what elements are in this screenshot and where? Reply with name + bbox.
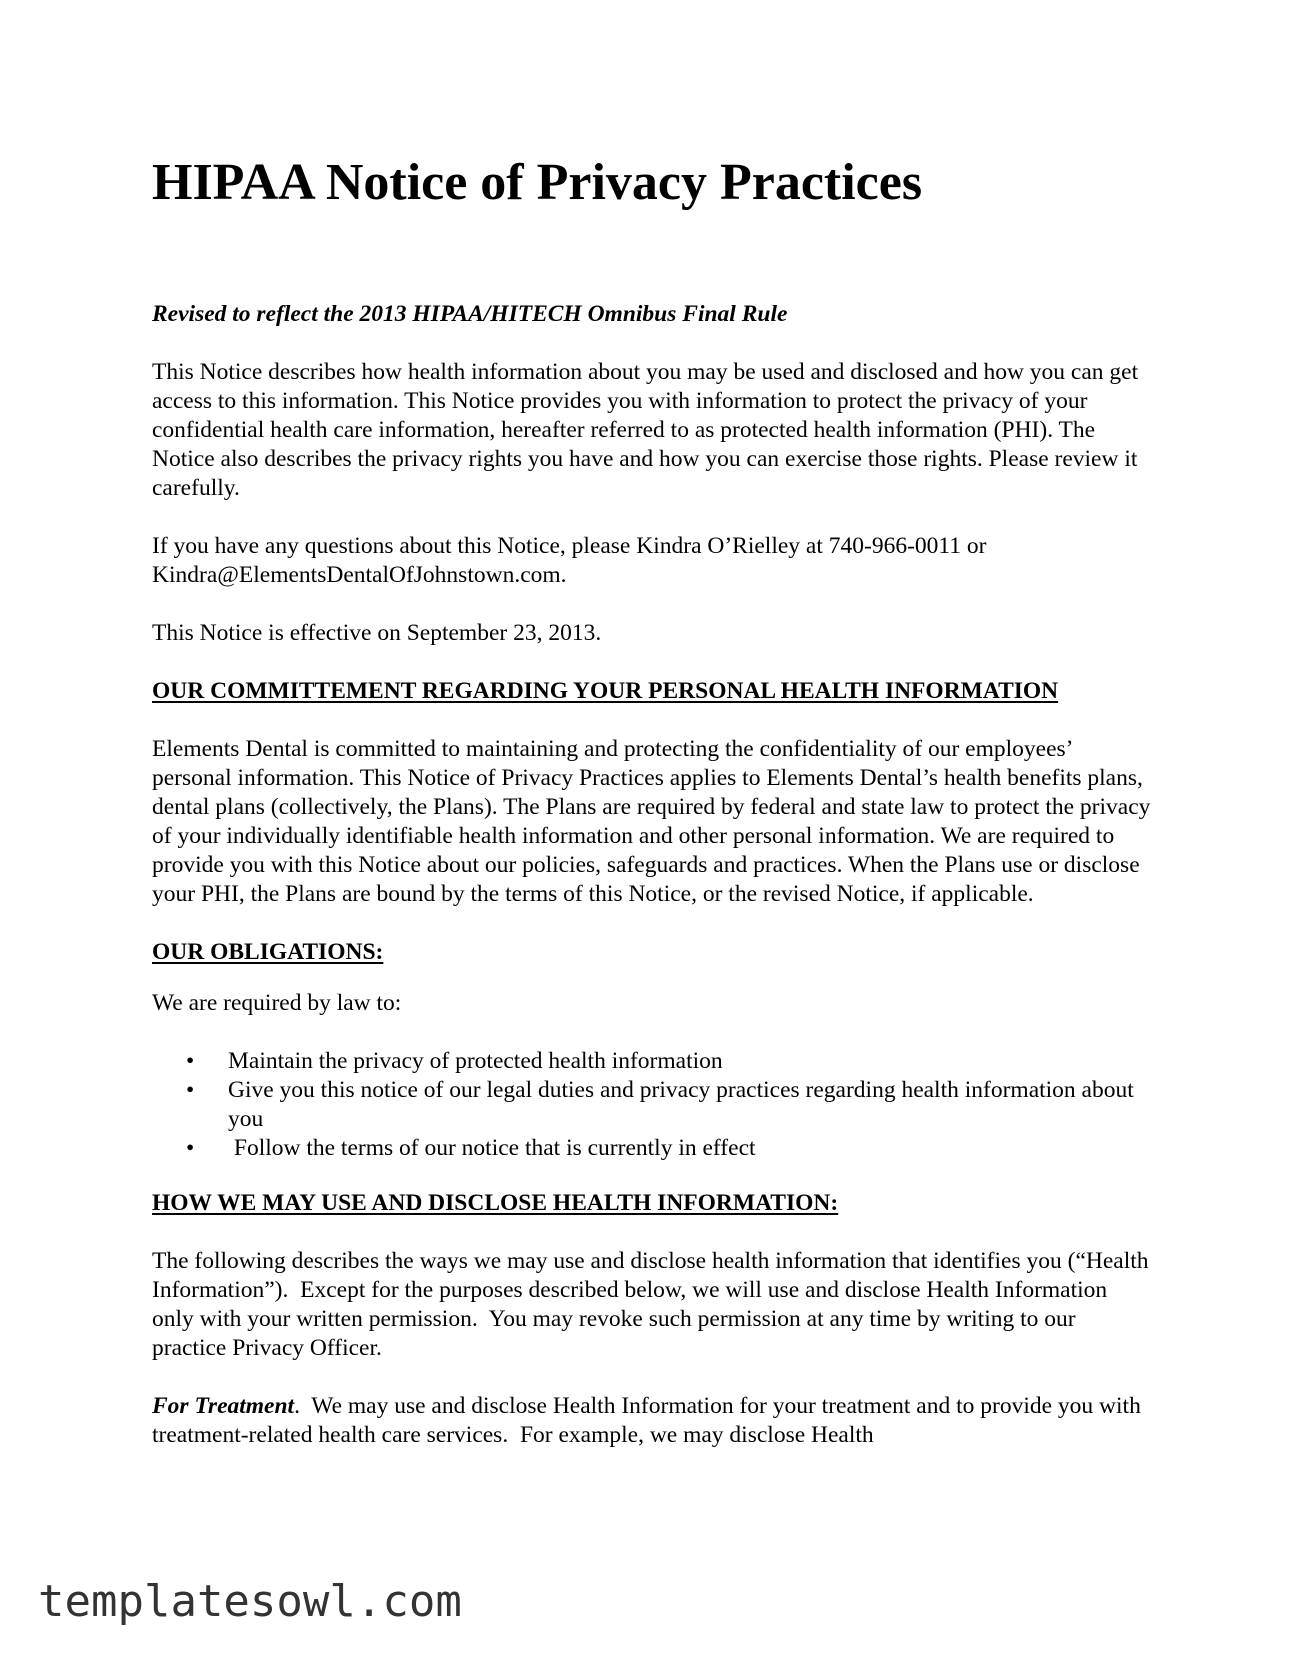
list-item (152, 1076, 1152, 1134)
list-item-text: Follow the terms of our notice that is currently in effect (228, 1135, 756, 1161)
document-title: HIPAA Notice of Privacy Practices (152, 154, 923, 211)
commitment-paragraph: Elements Dental is committed to maintaining and protecting the confidentiality of our employees’ personal information. This Notice of Privacy Practices applies to Elements Dental’s health benefits plans, dental plans (collectively, the Plans). The Plans are required by federal and state law to protect the privacy of your individually identifiable health information and other personal information. We are required to provide you with this Notice about our policies, safeguards and practices. When the Plans use or disclose your PHI, the Plans are bound by the terms of this Notice, or the revised Notice, if applicable. (152, 736, 1151, 907)
list-item-text: Maintain the privacy of protected health information (228, 1048, 723, 1074)
intro-paragraph: This Notice describes how health information about you may be used and disclosed and how you can get access to this information. This Notice provides you with information to protect the privacy of your confidential health care information, hereafter referred to as protected health information (PHI). The Notice also describes the privacy rights you have and how you can exercise those rights. Please review it carefully. (152, 359, 1139, 501)
bullet-icon: • (186, 1048, 195, 1074)
obligations-intro: We are required by law to: (152, 990, 402, 1016)
uses-heading: HOW WE MAY USE AND DISCLOSE HEALTH INFORMATION: (152, 1190, 839, 1216)
bullet-icon: • (186, 1135, 195, 1161)
treatment-text: . We may use and disclose Health Information for your treatment and to provide you with treatment-related health care services. For example, we may disclose Health (152, 1393, 1147, 1448)
document-body (152, 300, 1155, 1479)
bullet-icon: • (186, 1077, 195, 1103)
uses-paragraph: The following describes the ways we may use and disclose health information that identifies you (“Health Information”). Except for the purposes described below, we will use and disclose Health Information only with your written permission. You may revoke such permission at any time by writing to our practice Privacy Officer. (152, 1248, 1155, 1361)
obligations-heading: OUR OBLIGATIONS: (152, 939, 384, 965)
list-item (152, 1047, 1152, 1076)
watermark: templatesowl.com (38, 1576, 462, 1627)
obligations-list (152, 1047, 1152, 1163)
contact-paragraph: If you have any questions about this Notice, please Kindra O’Rielley at 740-966-0011 or Kindra@ElementsDentalOfJohnstown.com. (152, 533, 987, 588)
document-subtitle: Revised to reflect the 2013 HIPAA/HITECH Omnibus Final Rule (152, 301, 788, 327)
list-item (152, 1134, 1152, 1163)
list-item-text: Give you this notice of our legal duties and privacy practices regarding health information about you (228, 1077, 1134, 1132)
commitment-heading: OUR COMMITTEMENT REGARDING YOUR PERSONAL HEALTH INFORMATION (152, 678, 1059, 704)
treatment-paragraph (152, 1392, 1152, 1450)
effective-date-paragraph: This Notice is effective on September 23, 2013. (152, 620, 602, 646)
treatment-label: For Treatment (152, 1393, 295, 1419)
